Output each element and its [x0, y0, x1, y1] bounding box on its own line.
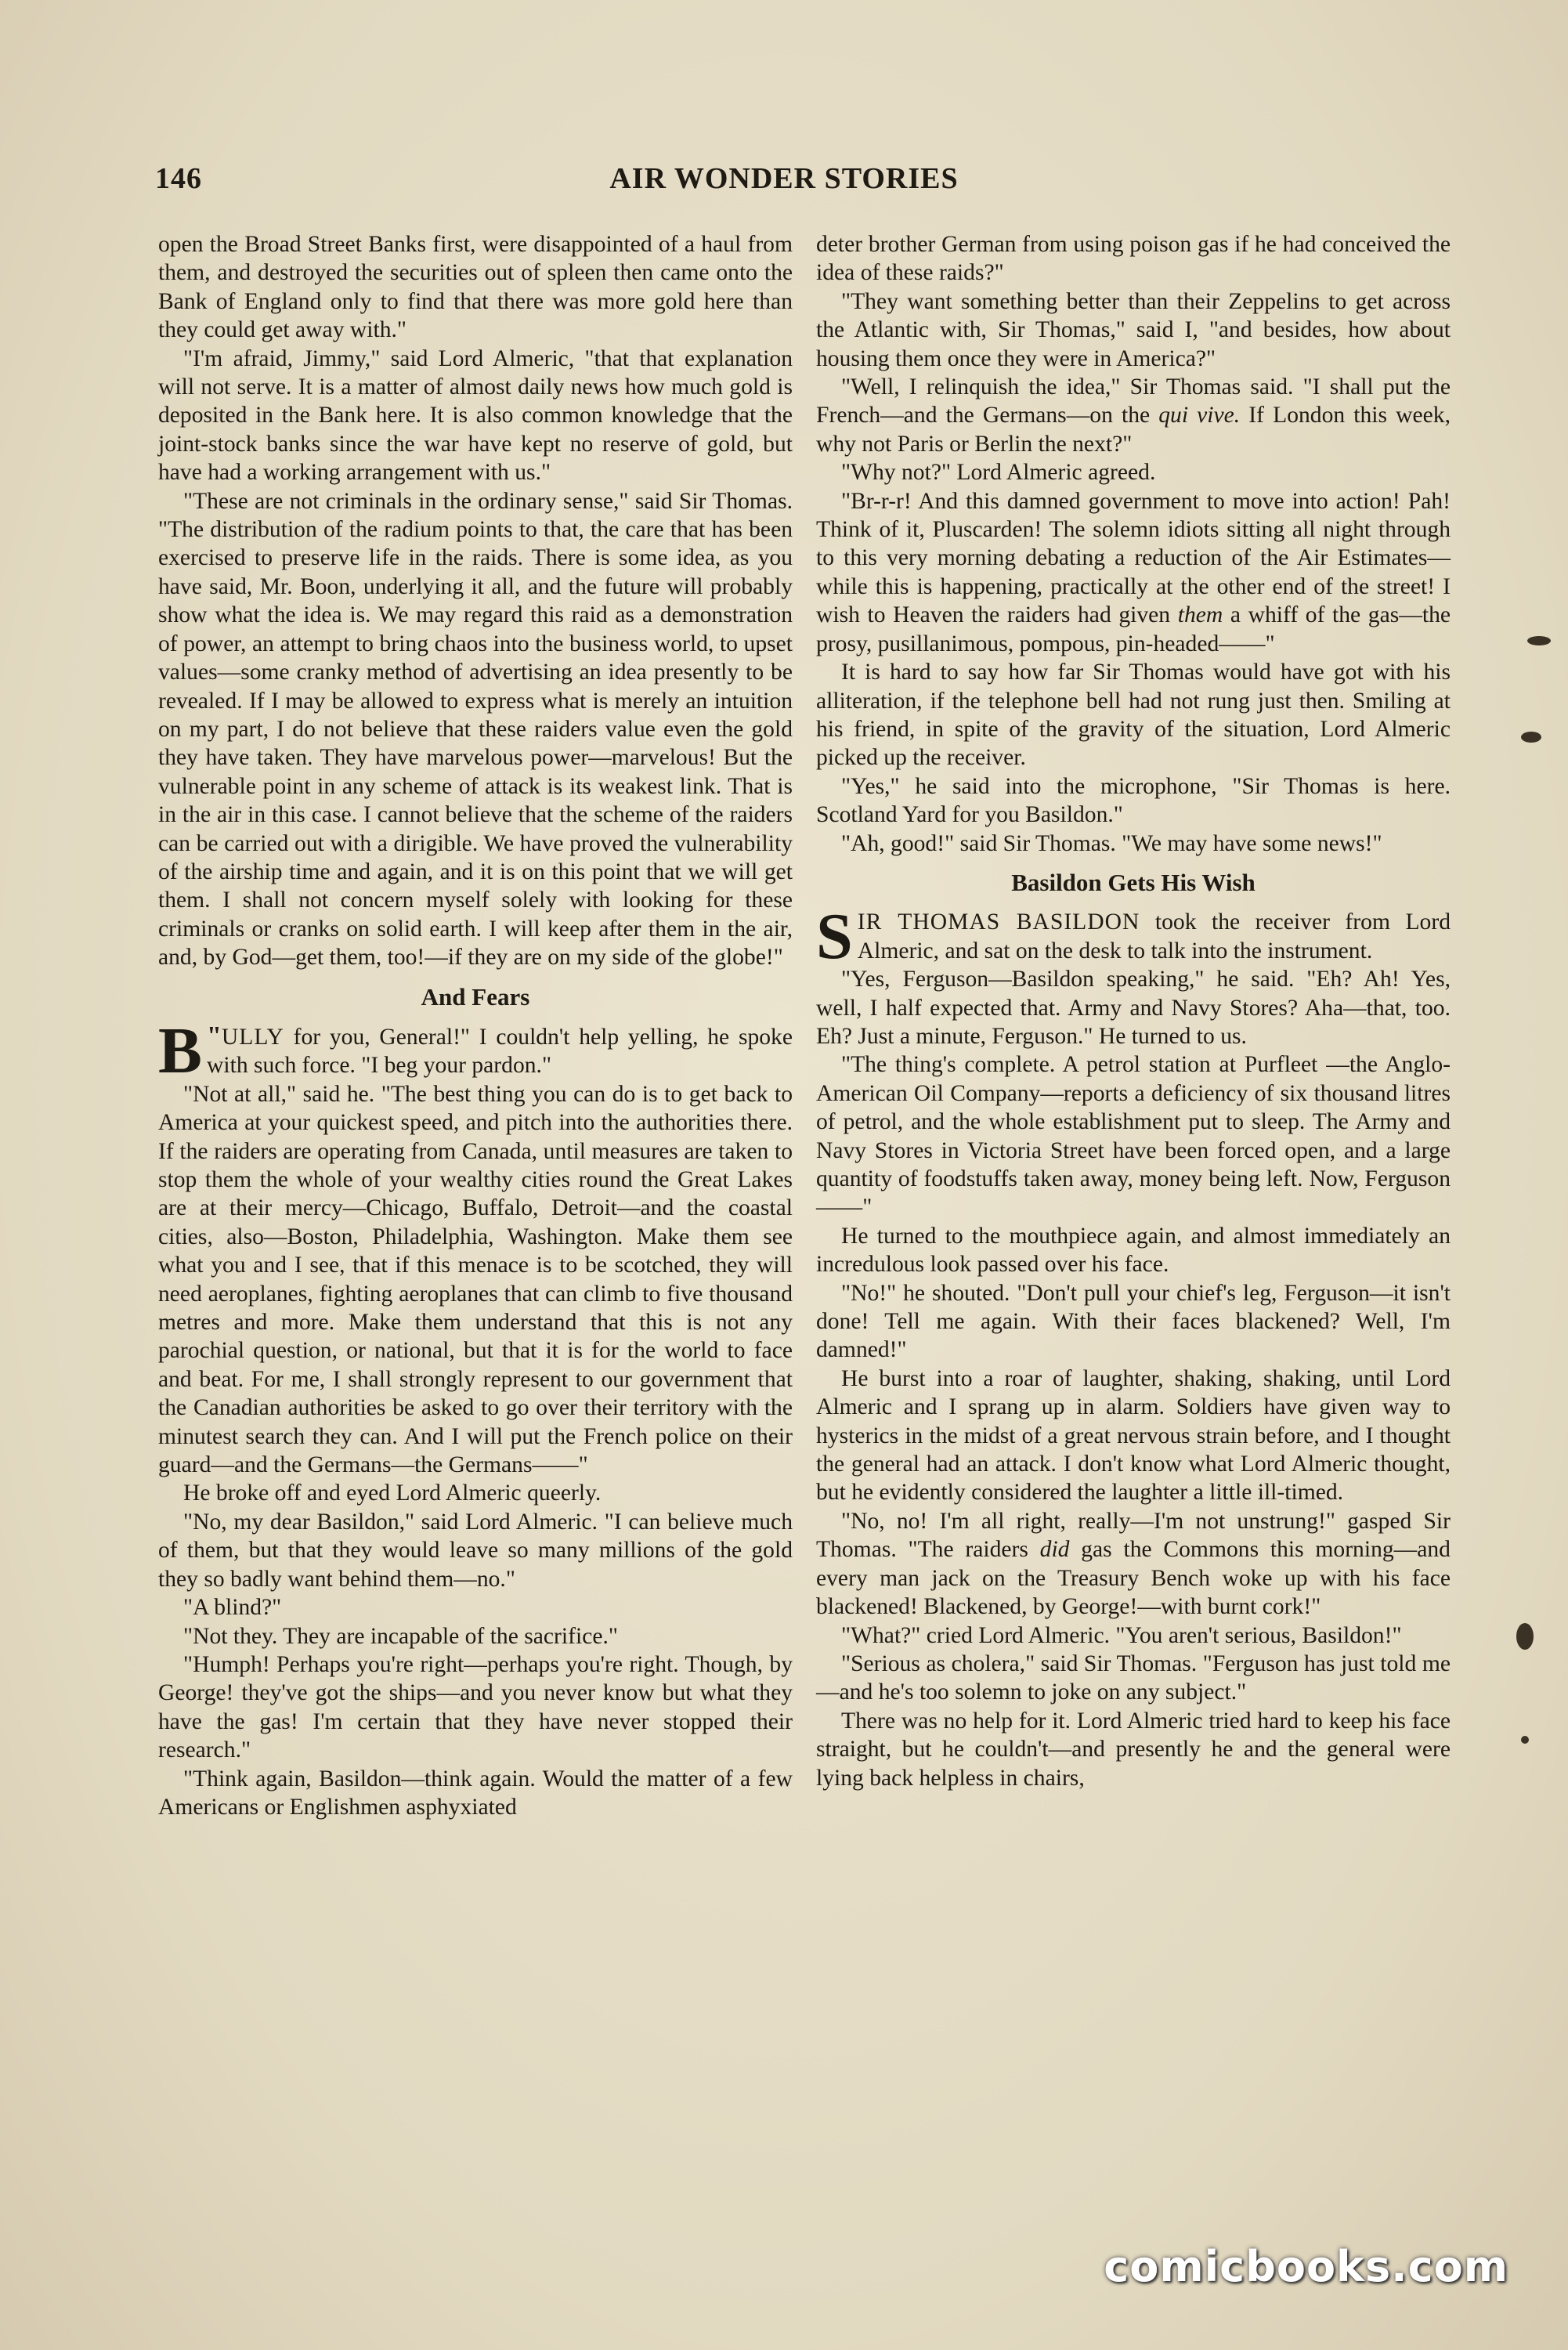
paragraph: "Why not?" Lord Almeric agreed.	[841, 460, 1156, 486]
paragraph-text: for you, General!" I couldn't help yelling, he spoke with such force. "I beg your pardon."	[207, 1024, 793, 1079]
paragraph-dropcap	[816, 900, 1451, 974]
paragraph-text: "No, no! I'm all right, really—I'm not unstrung!" gasped Sir Thomas. "The raiders	[816, 1508, 1451, 1563]
paragraph	[816, 1507, 1451, 1622]
section-heading: And Fears	[421, 982, 530, 1010]
paragraph: "What?" cried Lord Almeric. "You aren't serious, Basildon!"	[841, 1622, 1402, 1648]
paragraph: "A blind?"	[183, 1595, 282, 1621]
paragraph: open the Broad Street Banks first, were disappointed of a haul from them, and destroyed the securities out of spleen then came onto the Bank of England only to find that there was more gold here than they could get away with."	[158, 232, 793, 343]
paragraph	[816, 487, 1451, 658]
paragraph: "No!" he shouted. "Don't pull your chief's leg, Ferguson—it isn't done! Tell me again. With their faces blackened? Well, I'm damned!"	[816, 1280, 1451, 1363]
paragraph: There was no help for it. Lord Almeric tried hard to keep his face straight, but he couldn't—and presently he and the general were lying back helpless in chairs,	[816, 1708, 1451, 1791]
paragraph: deter brother German from using poison gas if he had conceived the idea of these raids?"	[816, 232, 1451, 286]
paragraph: "Yes," he said into the microphone, "Sir Thomas is here. Scotland Yard for you Basildon."	[816, 773, 1451, 828]
paragraph: "No, my dear Basildon," said Lord Almeric. "I can believe much of them, but that they would leave so many millions of the gold they so badly want behind them—no."	[158, 1509, 793, 1592]
paragraph: "Not at all," said he. "The best thing you can do is to get back to America at your quickest speed, and pitch into the authorities there. If the raiders are operating from Canada, until measures are taken to stop them the whole of your wealthy cities round the Great Lakes are at their mercy—Chicago, Buffalo, Detroit—and the coastal cities, also—Boston, Philadelphia, Washington. Make them see what you and I see, that if this menace is to be scotched, they will need aeroplanes, fighting aeroplanes that can climb to five thousand metres and more. Make them understand that this is not any parochial question, or national, but that it is for the world to face and beat. For me, I shall strongly represent to our government that the Canadian authorities be asked to go over their territory with the minutest search they can. And I will put the French police on their guard—and the Germans—the Germans——"	[158, 1081, 793, 1478]
paragraph-text: "Well, I relinquish the idea," Sir Thomas said. "I shall put the French—and the Germans—on the	[816, 374, 1451, 428]
italic-text: them	[1177, 602, 1223, 628]
paragraph: "These are not criminals in the ordinary sense," said Sir Thomas. "The distribution of the radium points to that, the care that has been exercised to preserve life in the raids. There is some idea, as you have said, Mr. Boon, underlying it all, and the future will probably show what the idea is. We may regard this raid as a demonstration of power, an attempt to bring chaos into the business world, to upset values—some cranky method of advertising an idea presently to be revealed. If I may be allowed to express what is merely an intuition on my part, I do not believe that these raiders value even the gold they have taken. They have marvelous power—marvelous! But the vulnerable point in any scheme of attack is its weakest link. That is in the air in this case. I cannot believe that the scheme of the raiders can be carried out with a dirigible. We have proved the vulnerability of the airship time and again, and it is on this point that we will get them. I shall not concern myself solely with looking for these criminals or cranks on solid earth. I will keep after them in the air, and, by God—get them, too!—if they are on my side of the globe!"	[158, 488, 793, 971]
paragraph: "They want something better than their Zeppelins to get across the Atlantic with, Sir Thomas," said I, "and besides, how about housing them once they were in America?"	[816, 288, 1451, 371]
paragraph-text: "Br-r-r! And this damned government to move into action! Pah! Think of it, Pluscarden! The solemn idiots sitting all night through to this very morning debating a reduction of the Air Estimates—while this is happening, practically at the other end of the street! I wish to Heaven the raiders had given	[816, 488, 1451, 628]
paragraph: "I'm afraid, Jimmy," said Lord Almeric, "that that explanation will not serve. It is a matter of almost daily news how much gold is deposited in the Bank here. It is also common knowledge that the joint-stock banks since the war have kept no reserve of gold, but have had a working arrangement with us."	[158, 345, 793, 486]
paragraph: He turned to the mouthpiece again, and almost immediately an incredulous look passed over his face.	[816, 1223, 1451, 1278]
staple-hole-mark	[1527, 636, 1551, 645]
paragraph: "Not they. They are incapable of the sacrifice."	[183, 1623, 618, 1649]
watermark: comicbooks.com	[1104, 2242, 1508, 2291]
opening-quote: "	[207, 1021, 222, 1050]
page-number: 146	[155, 162, 202, 195]
italic-text: did	[1039, 1537, 1070, 1563]
left-column	[158, 230, 793, 1821]
paragraph-text: took the receiver from Lord Almeric, and sat on the desk to talk into the instrument.	[857, 909, 1451, 964]
paragraph-text: gas the Commons this morning—and every man jack on the Treasury Bench woke up with his face blackened! Blackened, by George!—with burnt cork!"	[816, 1537, 1451, 1620]
paragraph	[816, 373, 1451, 458]
paragraph: "Think again, Basildon—think again. Would the matter of a few Americans or Englishmen asphyxiated	[158, 1766, 793, 1820]
paragraph: "Humph! Perhaps you're right—perhaps you're right. Though, by George! they've got the ships—and you never know but what they have the gas! I'm certain that they have never stopped their research."	[158, 1651, 793, 1763]
paragraph-text: If London this week, why not Paris or Berlin the next?"	[816, 403, 1451, 457]
binding-hole-mark	[1516, 1623, 1534, 1650]
section-heading: Basildon Gets His Wish	[1011, 868, 1255, 896]
lead-caps: ULLY	[221, 1024, 284, 1050]
speck-mark	[1521, 1736, 1529, 1744]
running-head: AIR WONDER STORIES	[609, 162, 959, 195]
lead-caps: IR THOMAS BASILDON	[857, 909, 1140, 935]
paragraph: "The thing's complete. A petrol station at Purfleet —the Anglo-American Oil Company—reports a deficiency of six thousand litres of petrol, and the whole establishment put to sleep. The Army and Navy Stores in Victoria Street have been forced open, and a large quantity of foodstuffs taken away, money being left. Now, Ferguson——"	[816, 1052, 1451, 1220]
paragraph: "Yes, Ferguson—Basildon speaking," he said. "Eh? Ah! Yes, well, I half expected that. Army and Navy Stores? Aha—that, too. Eh? Just a minute, Ferguson." He turned to us.	[816, 967, 1451, 1049]
paragraph-text: a whiff of the gas—the prosy, pusillanimous, pompous, pin-headed——"	[816, 602, 1451, 656]
paragraph: "Ah, good!" said Sir Thomas. "We may have some news!"	[841, 830, 1382, 856]
paragraph-dropcap	[158, 1014, 793, 1087]
right-column	[816, 230, 1451, 1792]
paragraph: It is hard to say how far Sir Thomas would have got with his alliteration, if the telephone bell had not rung just then. Smiling at his friend, in spite of the gravity of the situation, Lord Almeric picked up the receiver.	[816, 660, 1451, 771]
paragraph: "Serious as cholera," said Sir Thomas. "Ferguson has just told me—and he's too solemn to joke on any subject."	[816, 1650, 1451, 1705]
drop-cap: S	[816, 900, 853, 974]
staple-hole-mark	[1521, 732, 1541, 743]
paragraph: He burst into a roar of laughter, shaking, shaking, until Lord Almeric and I sprang up in alarm. Soldiers have given way to hysterics in the midst of a great nervous strain before, and I thought the general had an attack. I don't know what Lord Almeric thought, but he evidently considered the laughter a little ill-timed.	[816, 1365, 1451, 1506]
italic-text: qui vive.	[1158, 403, 1241, 428]
drop-cap: B	[158, 1014, 203, 1087]
paragraph: He broke off and eyed Lord Almeric queerly.	[183, 1480, 602, 1506]
